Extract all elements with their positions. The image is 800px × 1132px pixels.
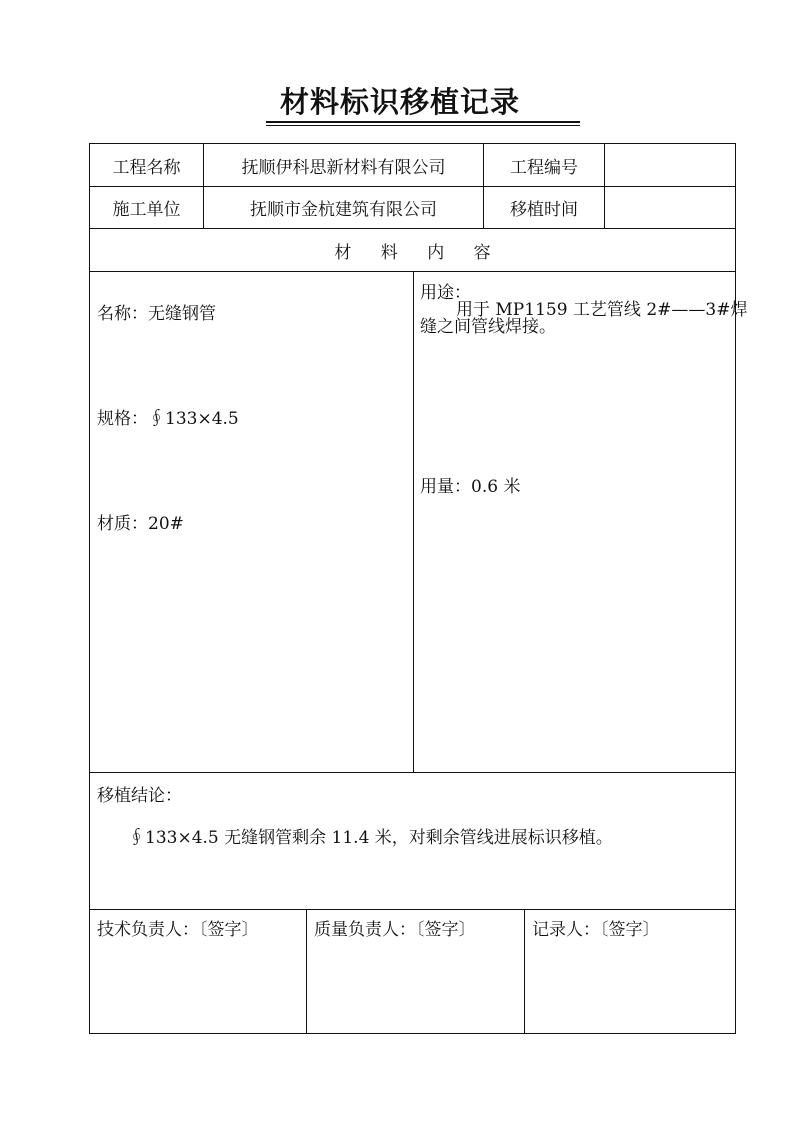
usage-label: 用途： [420, 283, 471, 303]
project-no-value[interactable] [605, 144, 735, 186]
transplant-time-value[interactable] [605, 187, 735, 228]
row-divider [90, 909, 735, 910]
usage-line-1: 用于 MP1159 工艺管线 2#——3#焊 [456, 300, 748, 320]
usage-line-2: 缝之间管线焊接。 [420, 317, 556, 337]
transplant-time-label: 移植时间 [510, 200, 578, 220]
recorder-signature[interactable]: 记录人：〔签字〕 [532, 920, 660, 940]
material-section-heading: 材 料 内 容 [334, 242, 491, 263]
document-title: 材料标识移植记录 [279, 85, 520, 119]
conclusion-text: ∮133×4.5 无缝钢管剩余 11.4 米，对剩余管线进展标识移植。 [128, 828, 613, 848]
col-divider [306, 909, 307, 1033]
project-name-value: 抚顺伊科思新材料有限公司 [241, 157, 446, 178]
record-form [89, 143, 748, 1034]
project-no-label: 工程编号 [510, 157, 578, 178]
row-divider [90, 772, 735, 773]
quantity: 用量：0.6 米 [420, 477, 521, 497]
contractor-label: 施工单位 [112, 200, 181, 220]
title-underline-thin [266, 125, 580, 126]
project-name-label: 工程名称 [112, 157, 181, 178]
contractor-value: 抚顺市金杭建筑有限公司 [250, 200, 437, 220]
col-divider [413, 271, 414, 772]
tech-lead-signature[interactable]: 技术负责人：〔签字〕 [97, 920, 259, 940]
conclusion-label: 移植结论： [97, 786, 182, 806]
material-name: 名称：无缝钢管 [97, 304, 216, 324]
quality-lead-signature[interactable]: 质量负责人：〔签字〕 [314, 920, 476, 940]
material-grade: 材质：20# [97, 514, 184, 534]
material-spec: 规格：∮133×4.5 [97, 409, 239, 429]
col-divider [524, 909, 525, 1033]
title-underline [266, 121, 580, 123]
